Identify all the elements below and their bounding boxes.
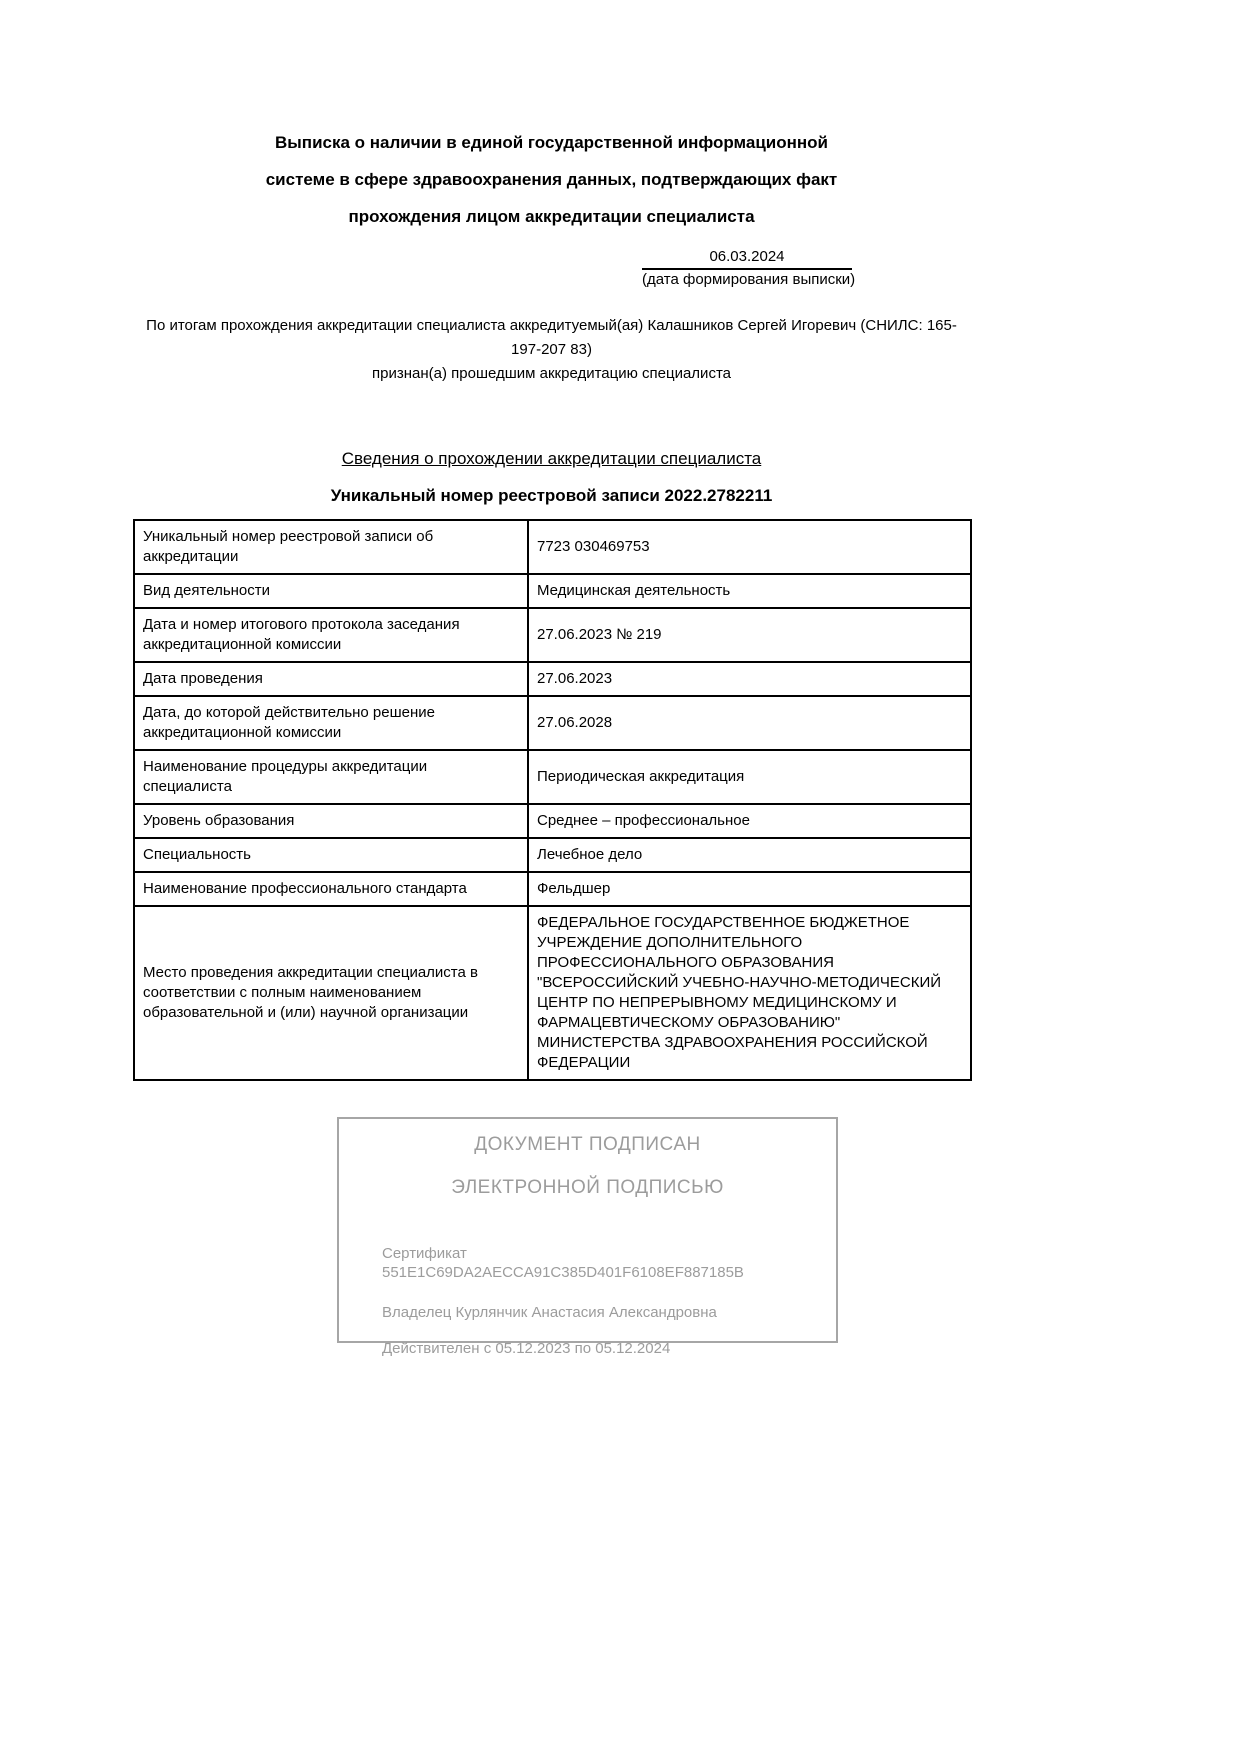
field-value: Периодическая аккредитация — [528, 750, 971, 804]
extract-date: 06.03.2024 — [642, 247, 852, 270]
document-title-line-1: Выписка о наличии в единой государственной информационной — [275, 133, 828, 152]
table-row — [134, 906, 971, 1080]
extract-date-caption: (дата формирования выписки) — [642, 271, 856, 288]
document-title-line-2: системе в сфере здравоохранения данных, подтверждающих факт — [265, 170, 838, 189]
field-label: Вид деятельности — [134, 574, 528, 608]
table-row — [134, 608, 971, 662]
field-label: Специальность — [134, 838, 528, 872]
field-value: 7723 030469753 — [528, 520, 971, 574]
table-row — [134, 696, 971, 750]
field-value: 27.06.2023 № 219 — [528, 608, 971, 662]
field-value: Фельдшер — [528, 872, 971, 906]
field-value: Медицинская деятельность — [528, 574, 971, 608]
field-label: Уровень образования — [134, 804, 528, 838]
field-value: Лечебное дело — [528, 838, 971, 872]
signature-certificate: Сертификат 551E1C69DA2AECCA91C385D401F6108EF887185B — [382, 1245, 744, 1281]
table-row — [134, 574, 971, 608]
intro-paragraph — [133, 314, 970, 386]
signature-owner: Владелец Курлянчик Анастасия Александровна — [382, 1304, 717, 1321]
extract-date-block — [642, 247, 856, 290]
field-value: 27.06.2028 — [528, 696, 971, 750]
field-label: Дата и номер итогового протокола заседания аккредитационной комиссии — [134, 608, 528, 662]
details-section-heading: Сведения о прохождении аккредитации специалиста — [341, 449, 762, 468]
signature-validity: Действителен с 05.12.2023 по 05.12.2024 — [382, 1340, 671, 1357]
field-value: 27.06.2023 — [528, 662, 971, 696]
intro-line-1: По итогам прохождения аккредитации специалиста аккредитуемый(ая) Калашников Сергей Игоревич (СНИЛС: 165-197-207 83) — [146, 317, 957, 358]
table-row — [134, 838, 971, 872]
field-label: Наименование процедуры аккредитации специалиста — [134, 750, 528, 804]
digital-signature-stamp — [337, 1117, 838, 1357]
table-row — [134, 520, 971, 574]
intro-line-2: признан(а) прошедшим аккредитацию специалиста — [372, 365, 731, 382]
field-label: Наименование профессионального стандарта — [134, 872, 528, 906]
field-label: Уникальный номер реестровой записи об аккредитации — [134, 520, 528, 574]
field-label: Место проведения аккредитации специалиста в соответствии с полным наименованием образовательной и (или) научной организации — [134, 906, 528, 1080]
signature-title-line-2: ЭЛЕКТРОННОЙ ПОДПИСЬЮ — [451, 1177, 724, 1198]
table-row — [134, 750, 971, 804]
document-title-line-3: прохождения лицом аккредитации специалиста — [348, 207, 755, 226]
table-row — [134, 872, 971, 906]
table-row — [134, 662, 971, 696]
field-value: ФЕДЕРАЛЬНОЕ ГОСУДАРСТВЕННОЕ БЮДЖЕТНОЕ УЧРЕЖДЕНИЕ ДОПОЛНИТЕЛЬНОГО ПРОФЕССИОНАЛЬНОГО ОБРАЗОВАНИЯ "ВСЕРОССИЙСКИЙ УЧЕБНО-НАУЧНО-МЕТОДИЧЕСКИЙ ЦЕНТР ПО НЕПРЕРЫВНОМУ МЕДИЦИНСКОМУ И ФАРМАЦЕВТИЧЕСКОМУ ОБРАЗОВАНИЮ" МИНИСТЕРСТВА ЗДРАВООХРАНЕНИЯ РОССИЙСКОЙ ФЕДЕРАЦИИ — [528, 906, 971, 1080]
document-content — [133, 0, 970, 1357]
signature-title-line-1: ДОКУМЕНТ ПОДПИСАН — [474, 1134, 701, 1155]
field-label: Дата проведения — [134, 662, 528, 696]
accreditation-table — [133, 519, 972, 1081]
field-label: Дата, до которой действительно решение аккредитационной комиссии — [134, 696, 528, 750]
document-title — [133, 0, 970, 235]
field-value: Среднее – профессиональное — [528, 804, 971, 838]
registry-number-heading: Уникальный номер реестровой записи 2022.2782211 — [330, 486, 773, 505]
table-row — [134, 804, 971, 838]
